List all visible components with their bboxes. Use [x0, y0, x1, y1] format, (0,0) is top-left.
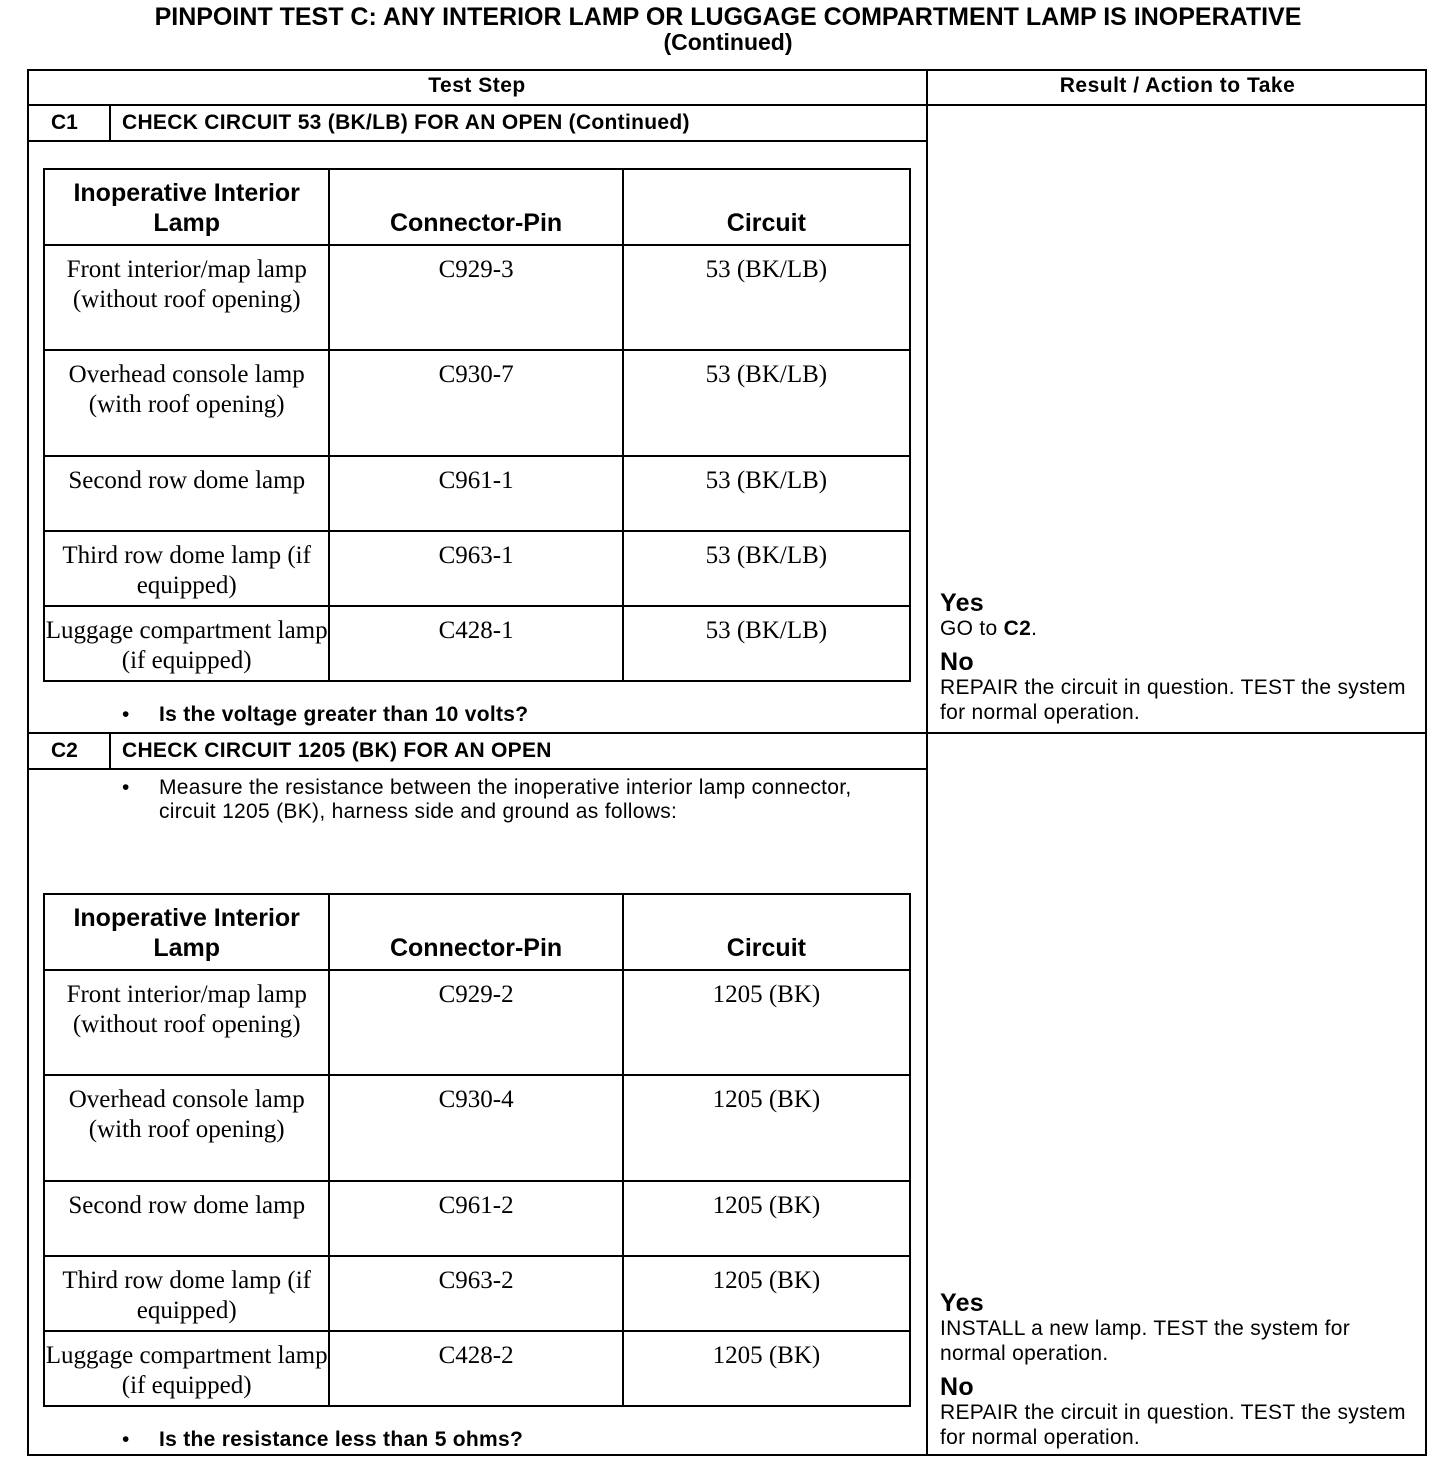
lamp-cell: Luggage compartment lamp (if equipped) [44, 606, 329, 681]
column-divider [926, 69, 928, 1456]
circuit-cell: 53 (BK/LB) [623, 350, 910, 456]
lamp-cell: Overhead console lamp (with roof opening) [44, 1075, 329, 1181]
c2-no-label: No [940, 1373, 974, 1401]
c1-result [940, 590, 1418, 725]
circuit-cell: 1205 (BK) [623, 1256, 910, 1331]
table-row [44, 1256, 910, 1331]
connector-pin-cell: C961-2 [329, 1181, 622, 1256]
connector-pin-cell: C929-2 [329, 970, 622, 1075]
c1-question [122, 703, 912, 729]
circuit-cell: 1205 (BK) [623, 1075, 910, 1181]
c1-table-header-row [44, 169, 910, 245]
c1-yes-prefix: GO to [940, 617, 1004, 640]
table-row [44, 1181, 910, 1256]
table-row [44, 970, 910, 1075]
circuit-cell: 53 (BK/LB) [623, 245, 910, 350]
c2-question [122, 1428, 912, 1454]
c2-col-connector-pin: Connector-Pin [329, 894, 622, 970]
header-divider [27, 104, 1427, 106]
c1-no-text: REPAIR the circuit in question. TEST the system for normal operation. [940, 676, 1406, 724]
connector-pin-cell: C930-7 [329, 350, 622, 456]
lamp-cell: Overhead console lamp (with roof opening) [44, 350, 329, 456]
step-id-c1: C1 [51, 111, 78, 134]
c1-yes-suffix: . [1031, 617, 1038, 640]
connector-pin-cell: C428-1 [329, 606, 622, 681]
c2-question-text: Is the resistance less than 5 ohms? [159, 1428, 524, 1451]
connector-pin-cell: C963-1 [329, 531, 622, 606]
step-title-c1: CHECK CIRCUIT 53 (BK/LB) FOR AN OPEN (Continued) [122, 111, 690, 134]
c1-col-connector-pin: Connector-Pin [329, 169, 622, 245]
c1-id-divider [109, 104, 111, 141]
c2-col-circuit: Circuit [623, 894, 910, 970]
c1-title-divider [27, 140, 927, 142]
circuit-cell: 1205 (BK) [623, 1181, 910, 1256]
c1-col-lamp: Inoperative Interior Lamp [44, 169, 329, 245]
bullet-dot: • [122, 776, 130, 799]
connector-pin-cell: C961-1 [329, 456, 622, 531]
header-result-action: Result / Action to Take [1059, 74, 1296, 97]
table-row [44, 456, 910, 531]
c2-yes-label: Yes [940, 1289, 985, 1317]
table-row [44, 245, 910, 350]
c1-col-circuit: Circuit [623, 169, 910, 245]
lamp-cell: Luggage compartment lamp (if equipped) [44, 1331, 329, 1406]
lamp-cell: Second row dome lamp [44, 1181, 329, 1256]
table-row [44, 606, 910, 681]
page-title [0, 4, 1456, 54]
c1-yes-label: Yes [940, 589, 985, 617]
c1-yes-text [940, 616, 1418, 641]
c2-yes-text: INSTALL a new lamp. TEST the system for normal operation. [940, 1317, 1351, 1365]
step-title-c2: CHECK CIRCUIT 1205 (BK) FOR AN OPEN [122, 739, 552, 762]
circuit-cell: 1205 (BK) [623, 970, 910, 1075]
circuit-cell: 53 (BK/LB) [623, 606, 910, 681]
c1-lamp-table [43, 168, 911, 682]
table-row [44, 1075, 910, 1181]
c2-no-text: REPAIR the circuit in question. TEST the system for normal operation. [940, 1401, 1406, 1449]
table-row [44, 350, 910, 456]
circuit-cell: 53 (BK/LB) [623, 531, 910, 606]
c2-instruction-text: Measure the resistance between the inoperative interior lamp connector, circuit 1205 (BK), harness side and ground as follows: [159, 776, 852, 823]
step-divider [27, 732, 1427, 734]
table-row [44, 531, 910, 606]
bullet-dot: • [122, 703, 130, 726]
c2-result [940, 1290, 1418, 1450]
lamp-cell: Front interior/map lamp (without roof opening) [44, 970, 329, 1075]
c2-col-lamp: Inoperative Interior Lamp [44, 894, 329, 970]
lamp-cell: Front interior/map lamp (without roof opening) [44, 245, 329, 350]
connector-pin-cell: C929-3 [329, 245, 622, 350]
table-row [44, 1331, 910, 1406]
circuit-cell: 1205 (BK) [623, 1331, 910, 1406]
step-id-c2: C2 [51, 739, 78, 762]
c2-id-divider [109, 732, 111, 769]
title-main: PINPOINT TEST C: ANY INTERIOR LAMP OR LUGGAGE COMPARTMENT LAMP IS INOPERATIVE [154, 3, 1302, 31]
c2-lamp-table [43, 893, 911, 1407]
lamp-cell: Third row dome lamp (if equipped) [44, 531, 329, 606]
lamp-cell: Second row dome lamp [44, 456, 329, 531]
bullet-dot: • [122, 1428, 130, 1451]
c2-instruction [122, 776, 882, 856]
circuit-cell: 53 (BK/LB) [623, 456, 910, 531]
lamp-cell: Third row dome lamp (if equipped) [44, 1256, 329, 1331]
connector-pin-cell: C428-2 [329, 1331, 622, 1406]
title-subtitle: (Continued) [663, 29, 793, 55]
c1-no-label: No [940, 648, 974, 676]
c2-title-divider [27, 768, 927, 770]
connector-pin-cell: C930-4 [329, 1075, 622, 1181]
c1-yes-step-ref: C2 [1003, 617, 1032, 640]
c1-question-text: Is the voltage greater than 10 volts? [159, 703, 529, 726]
connector-pin-cell: C963-2 [329, 1256, 622, 1331]
c2-table-header-row [44, 894, 910, 970]
header-test-step: Test Step [428, 74, 526, 97]
